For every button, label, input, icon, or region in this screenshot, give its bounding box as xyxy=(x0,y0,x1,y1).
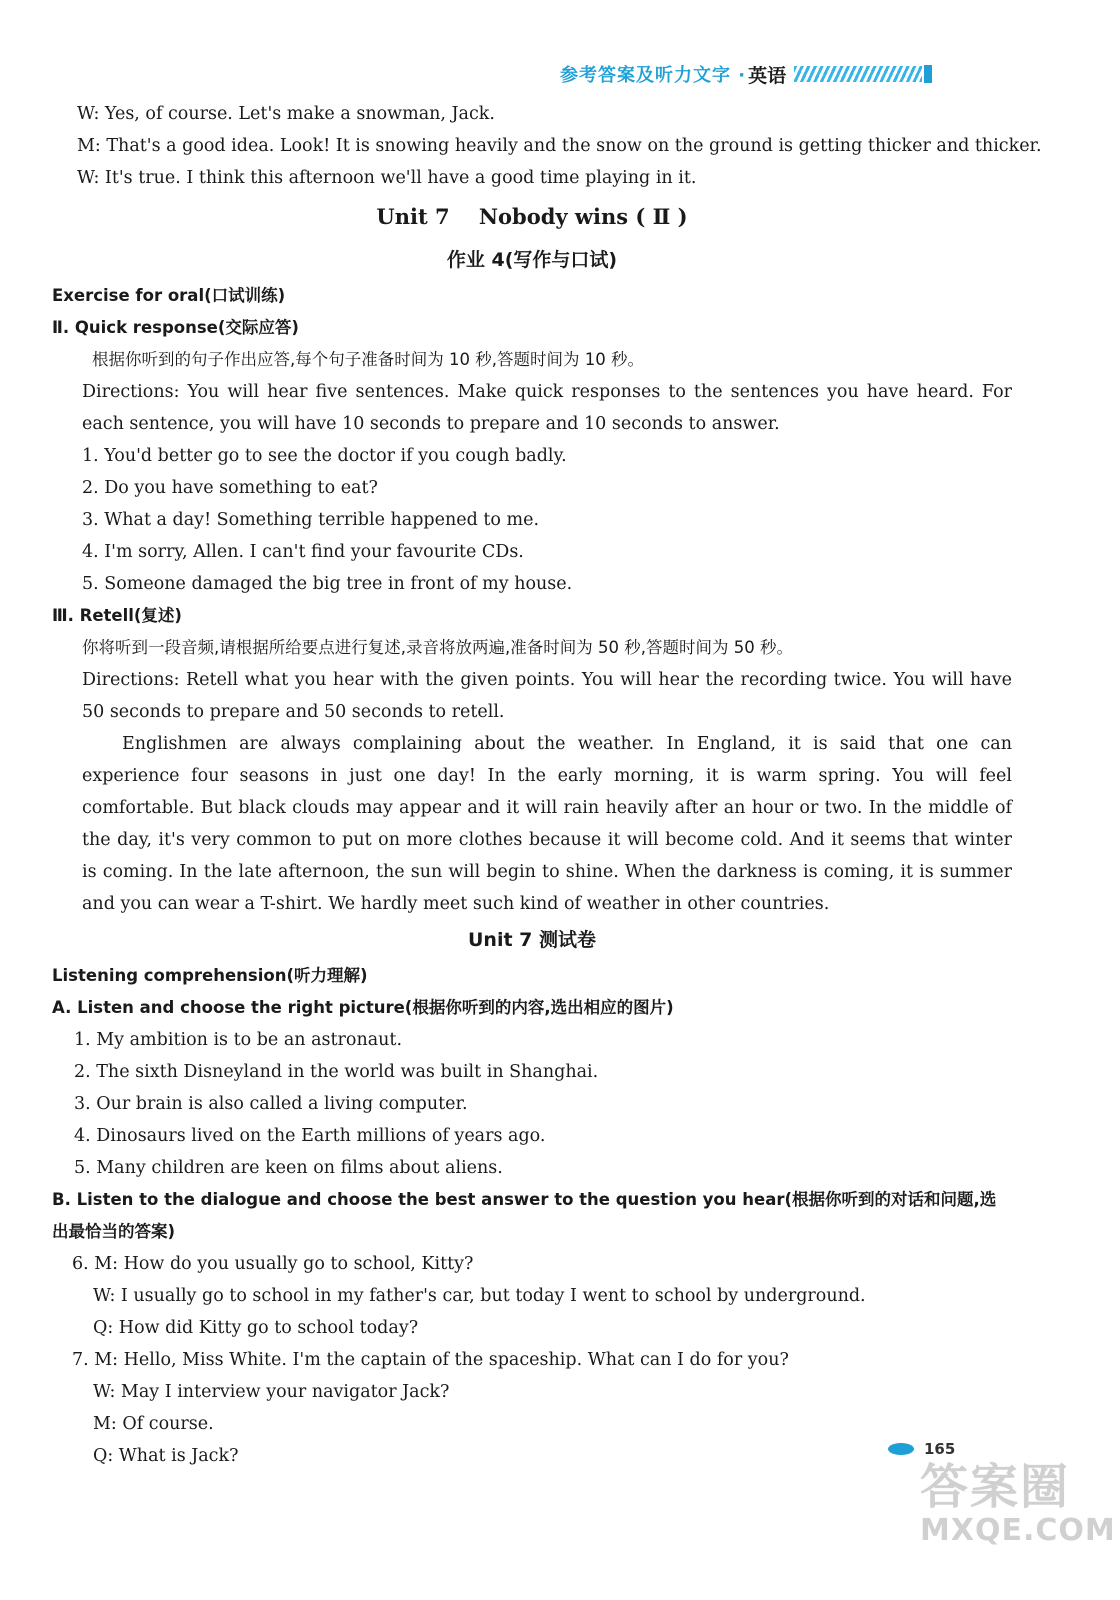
oral-heading: Exercise for oral(口试训练) xyxy=(52,286,286,305)
dialogue-line: Q: How did Kitty go to school today? xyxy=(93,1318,419,1338)
header-subject: 英语 xyxy=(748,64,787,87)
list-item: 2. Do you have something to eat? xyxy=(82,478,378,498)
header-title: 参考答案及听力文字 · xyxy=(560,65,747,86)
part-a-heading: A. Listen and choose the right picture(根据你听到的内容,选出相应的图片) xyxy=(52,998,674,1017)
page-header xyxy=(560,58,1015,90)
dialogue-line: W: May I interview your navigator Jack? xyxy=(93,1382,450,1402)
footer-dot-decoration xyxy=(888,1443,914,1455)
listening-heading: Listening comprehension(听力理解) xyxy=(52,966,368,985)
list-item: 4. Dinosaurs lived on the Earth millions of years ago. xyxy=(74,1126,546,1146)
watermark-logo xyxy=(920,1448,1116,1588)
watermark-bottom: MXQE.COM xyxy=(920,1513,1116,1548)
dialogue-line: M: Of course. xyxy=(93,1414,214,1434)
dialogue-line: W: Yes, of course. Let's make a snowman, Jack. xyxy=(77,104,495,124)
quick-response-cn-instruction: 根据你听到的句子作出应答,每个句子准备时间为 10 秒,答题时间为 10 秒。 xyxy=(92,350,644,369)
unit-title: Unit 7 Nobody wins ( Ⅱ ) xyxy=(376,204,688,229)
dialogue-line: 6. M: How do you usually go to school, Kitty? xyxy=(72,1254,474,1274)
header-cap-decoration xyxy=(924,65,932,83)
dialogue-line: 7. M: Hello, Miss White. I'm the captain of the spaceship. What can I do for you? xyxy=(72,1350,789,1370)
list-item: 1. You'd better go to see the doctor if you cough badly. xyxy=(82,446,567,466)
quick-response-heading: Ⅱ. Quick response(交际应答) xyxy=(52,318,299,337)
retell-heading: Ⅲ. Retell(复述) xyxy=(52,606,182,625)
quick-response-directions: Directions: You will hear five sentences. Make quick responses to the sentences you have heard. For each sentence, you will have 10 seconds to prepare and 10 seconds to answer. xyxy=(82,382,1012,434)
watermark-top: 答案圈 xyxy=(920,1459,1071,1515)
retell-passage: Englishmen are always complaining about the weather. In England, it is said that one can experience four seasons in just one day! In the early morning, it is warm spring. You will feel comfortable. But black clouds may appear and it will rain heavily after an hour or two. In the middle of the day, it's very common to put on more clothes because it will become cold. And it seems that winter is coming. In the late afternoon, the sun will begin to shine. When the darkness is coming, it is summer and you can wear a T-shirt. We hardly meet such kind of weather in other countries. xyxy=(82,734,1012,914)
homework-title: 作业 4(写作与口试) xyxy=(446,249,618,271)
test-title: Unit 7 测试卷 xyxy=(468,929,596,951)
header-stripe-decoration xyxy=(794,66,922,82)
part-b-heading: B. Listen to the dialogue and choose the best answer to the question you hear(根据你听到的对话和问题,选出最恰当的答案) xyxy=(52,1190,997,1241)
list-item: 3. Our brain is also called a living computer. xyxy=(74,1094,468,1114)
list-item: 3. What a day! Something terrible happened to me. xyxy=(82,510,540,530)
dialogue-line: Q: What is Jack? xyxy=(93,1446,239,1466)
retell-cn-instruction: 你将听到一段音频,请根据所给要点进行复述,录音将放两遍,准备时间为 50 秒,答题时间为 50 秒。 xyxy=(82,638,793,657)
list-item: 5. Many children are keen on films about aliens. xyxy=(74,1158,503,1178)
dialogue-line: W: It's true. I think this afternoon we'll have a good time playing in it. xyxy=(77,168,697,188)
list-item: 5. Someone damaged the big tree in front of my house. xyxy=(82,574,573,594)
page-number: 165 xyxy=(924,1440,956,1458)
page-content xyxy=(52,98,1042,1472)
dialogue-line: M: That's a good idea. Look! It is snowing heavily and the snow on the ground is getting thicker and thicker. xyxy=(77,136,1042,156)
list-item: 1. My ambition is to be an astronaut. xyxy=(74,1030,403,1050)
retell-directions: Directions: Retell what you hear with the given points. You will hear the recording twice. You will have 50 seconds to prepare and 50 seconds to retell. xyxy=(82,670,1012,722)
list-item: 2. The sixth Disneyland in the world was built in Shanghai. xyxy=(74,1062,599,1082)
dialogue-line: W: I usually go to school in my father's car, but today I went to school by underground. xyxy=(93,1286,866,1306)
list-item: 4. I'm sorry, Allen. I can't find your favourite CDs. xyxy=(82,542,524,562)
